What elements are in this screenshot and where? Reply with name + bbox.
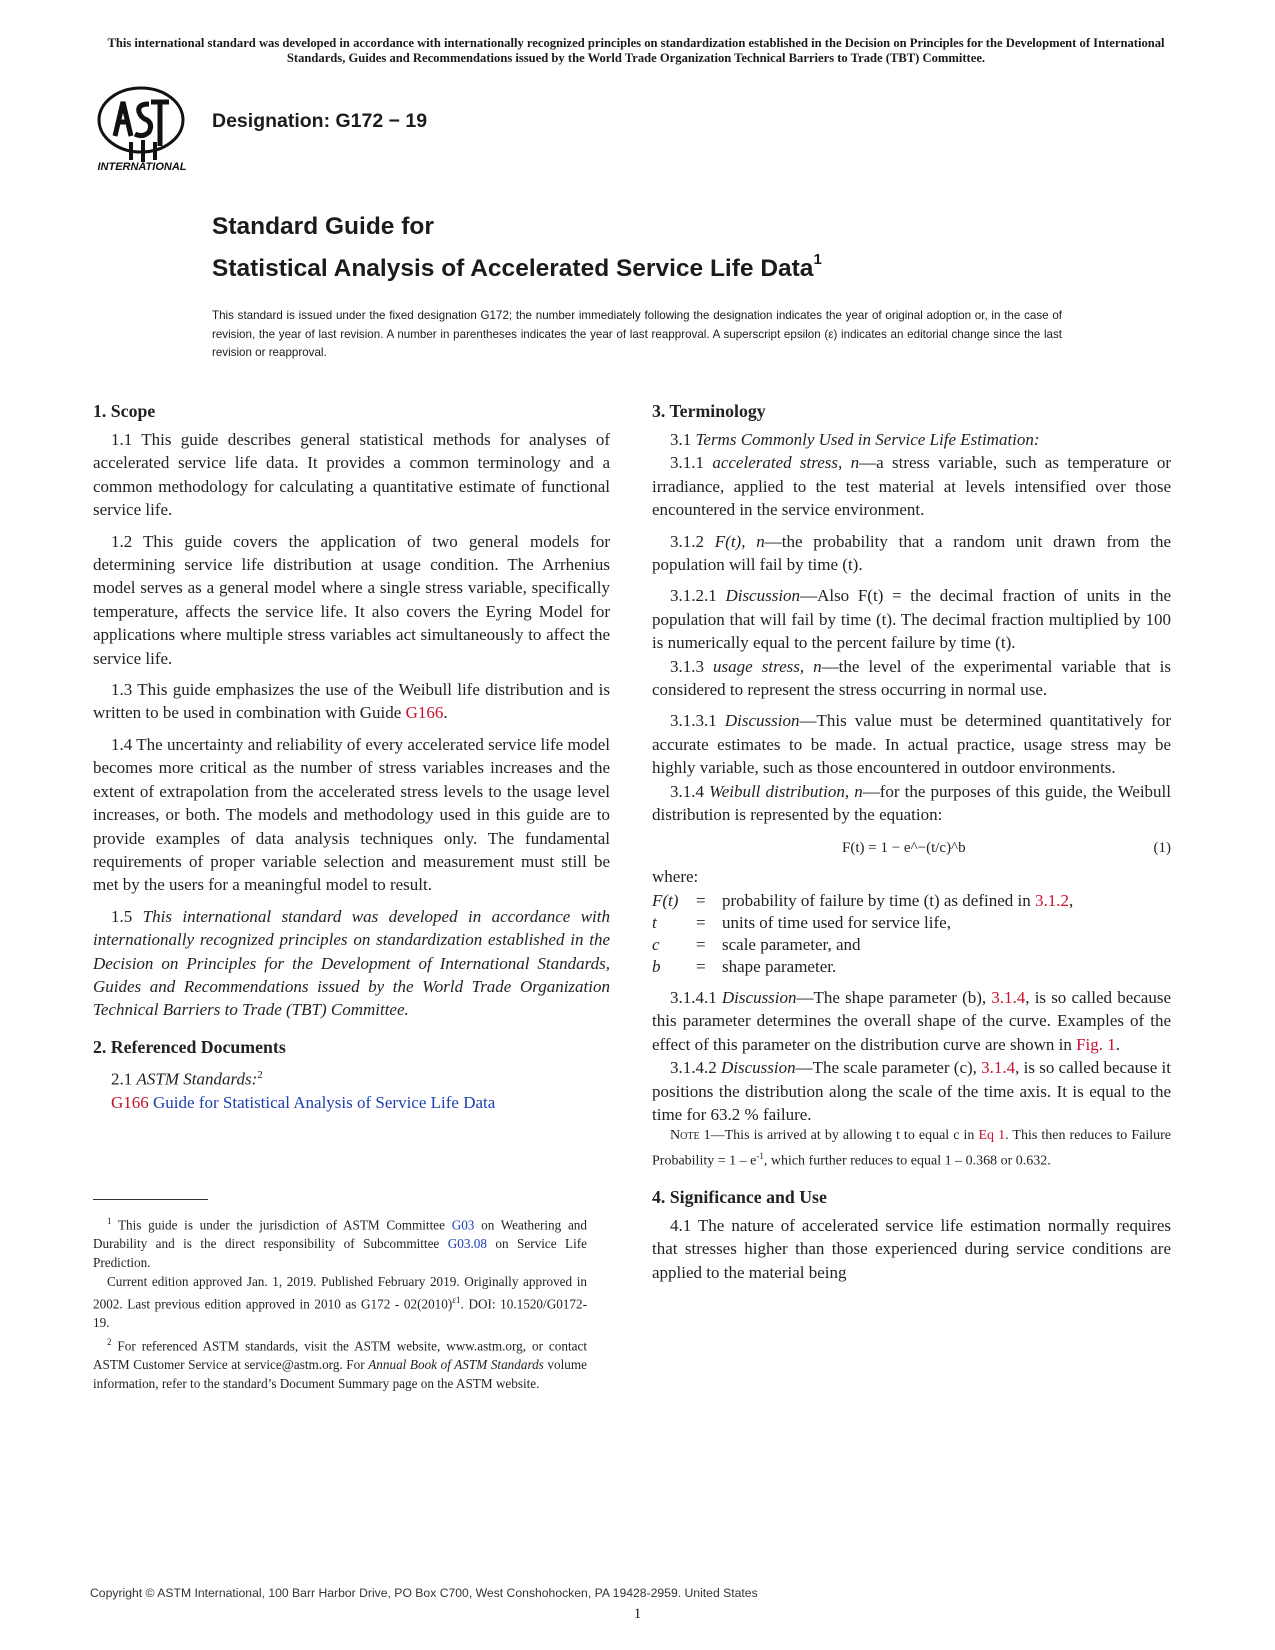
copyright: Copyright © ASTM International, 100 Barr Harbor Drive, PO Box C700, West Conshohocken, PA 19428-2959. United States — [90, 1586, 758, 1600]
para-3-1-3: 3.1.3 usage stress, n—the level of the experimental variable that is considered to represent the stress occurring in normal use. — [652, 656, 1172, 700]
ref-g166-title[interactable]: Guide for Statistical Analysis of Service Life Data — [153, 1092, 496, 1112]
g166-link[interactable]: G166 — [405, 703, 444, 723]
ref-g166-code[interactable]: G166 — [111, 1092, 149, 1112]
terminology-heading: 3. Terminology — [652, 401, 766, 421]
g0308-link[interactable]: G03.08 — [447, 1236, 487, 1252]
equation-body: F(t) = 1 − e^−(t/c)^b — [842, 839, 966, 856]
designation: Designation: G172 − 19 — [212, 110, 428, 132]
logo-text: INTERNATIONAL — [97, 161, 187, 172]
scope-heading: 1. Scope — [93, 401, 156, 421]
title-line-1: Standard Guide for — [212, 213, 434, 240]
document-title — [212, 210, 822, 285]
preface: This standard is issued under the fixed designation G172; the number immediately following the designation indicates the year of original adoption or, in the case of revision, the year of last revision. A number in parentheses indicates the year of last reapproval. A superscript epsilon (ε) indicates an editorial change since the last revision or reapproval. — [212, 309, 1062, 359]
footnote-1-edition: Current edition approved Jan. 1, 2019. Published February 2019. Originally approved in 2002. Last previous edition approved in 2010 as $G172 - 02(2010)^{\varepsilon 1}$. DOI: 10.1520/G0172-19. — [93, 1273, 587, 1331]
para-3-1-1: 3.1.1 accelerated stress, n—a stress variable, such as temperature or irradiance, applied to the test material at levels intensified over those encountered in the service environment. — [652, 453, 1171, 520]
astm-logo-icon — [93, 84, 191, 172]
g03-link[interactable]: G03 — [451, 1217, 475, 1233]
astm-logo — [93, 84, 191, 172]
ref-g166[interactable] — [93, 1091, 610, 1114]
para-3-1-4: 3.1.4 Weibull distribution, n—for the purposes of this guide, the Weibull distribution is represented by the equation: — [652, 781, 1171, 825]
equation-number: (1) — [1153, 839, 1171, 856]
definition-row: F(t) = probability of failure by time (t) as defined in 3.1.2, — [652, 890, 1074, 910]
para-3-1: 3.1 Terms Commonly Used in Service Life Estimation: — [670, 430, 1040, 449]
right-column — [652, 400, 1171, 1284]
page-number: 1 — [633, 1606, 642, 1622]
footnote-1: $^1$ This guide is under the jurisdiction of ASTM Committee G03 on Weathering and Durability and is the direct responsibility of Subcommittee G03.08 on Service Life Prediction. — [93, 1216, 587, 1270]
fig-1-link[interactable]: Fig. 1 — [1076, 1034, 1116, 1054]
para-3-1-2: 3.1.2 F(t), n—the probability that a random unit drawn from the population will fail by time (t). — [652, 531, 1171, 575]
refdocs-heading: 2. Referenced Documents — [93, 1036, 286, 1057]
para-1-2: 1.2 This guide covers the application of two general models for determining service life distribution at usage condition. The Arrhenius model serves as a general model where a single stress variable, specifically temperature, affects the service life. It also covers the Eyring Model for applications where multiple stress variables act simultaneously to affect the service life. — [93, 531, 610, 668]
para-3-1-3-1: 3.1.3.1 Discussion—This value must be determined quantitatively for accurate estimates to be made. In actual practice, usage stress may be highly variable, such as those encountered in outdoor environments. — [652, 711, 1171, 778]
title-line-2: Statistical Analysis of Accelerated Service Life Data$^1$ — [212, 251, 822, 282]
left-column — [93, 400, 610, 1114]
note-1: Note 1—This is arrived at by allowing t to equal c in Eq 1. This then reduces to Failure Probability = $1 - e^{-1}$, which further reduces to equal 1 – 0.368 or 0.632. — [652, 1128, 1171, 1169]
para-4-1: 4.1 The nature of accelerated service life estimation normally requires that stresses higher than those experienced during service conditions are applied to the material being — [652, 1216, 1171, 1282]
ref-3-1-4-link[interactable]: 3.1.4 — [981, 1058, 1016, 1078]
where-label: where: — [652, 866, 699, 886]
para-3-1-2-1: 3.1.2.1 Discussion—Also F(t) = the decimal fraction of units in the population that will fail by time (t). The decimal fraction multiplied by 100 is numerically equal to the percent failure by time (t). — [652, 586, 1172, 653]
eq-1-link[interactable]: Eq 1 — [978, 1128, 1006, 1144]
para-3-1-4-2: 3.1.4.2 Discussion—The scale parameter (c), 3.1.4, is so called because it positions the distribution along the scale of the time axis. It is equal to the time for 63.2 % failure. — [652, 1058, 1172, 1124]
title-footnote-mark: 1 — [813, 251, 822, 268]
footnote-divider — [93, 1199, 208, 1200]
para-1-4: 1.4 The uncertainty and reliability of every accelerated service life model becomes more critical as the number of stress variables increases and the extent of extrapolation from the accelerated stress levels to the usage level increases, or both. The models and methodology used in this guide are to provide examples of data analysis techniques only. The fundamental requirements of proper variable selection and measurement must still be met by the users for a meaningful model to result. — [93, 734, 610, 895]
para-2-1: 2.1 ASTM Standards:$^2$ — [111, 1068, 263, 1089]
weibull-equation — [652, 831, 1171, 865]
para-1-1: 1.1 This guide describes general statistical methods for analyses of accelerated service life data. It provides a common terminology and a common methodology for calculating a quantitative estimate of functional service life. — [93, 430, 610, 520]
ref-3-1-4-link[interactable]: 3.1.4 — [991, 987, 1026, 1007]
top-notice: This international standard was developed in accordance with internationally recognized principles on standardization established in the Decision on Principles for the Development of International Standards, Guides and Recommendations issued by the World Trade Organization Technical Barriers to Trade (TBT) Committee. — [107, 36, 1165, 65]
para-3-1-4-1: 3.1.4.1 Discussion—The shape parameter (b), 3.1.4, is so called because this parameter determines the overall shape of the curve. Examples of the effect of this parameter on the distribution curve are shown in Fig. 1. — [652, 987, 1171, 1054]
para-1-5: 1.5 This international standard was developed in accordance with internationally recognized principles on standardization established in the Decision on Principles for the Development of International Standards, Guides and Recommendations issued by the World Trade Organization Technical Barriers to Trade (TBT) Committee. — [93, 906, 610, 1020]
ref-3-1-2-link[interactable]: 3.1.2 — [1035, 890, 1069, 910]
significance-heading: 4. Significance and Use — [652, 1187, 827, 1207]
footnote-2: $^2$ For referenced ASTM standards, visit the ASTM website, www.astm.org, or contact ASTM Customer Service at service@astm.org. For Annual Book of ASTM Standards volume information, refer to the standard’s Document Summary page on the ASTM website. — [93, 1337, 587, 1391]
definition-list — [652, 890, 1171, 978]
footnotes — [93, 1212, 587, 1394]
definition-row: t = units of time used for service life, — [652, 912, 951, 932]
definition-row: c = scale parameter, and — [652, 934, 861, 954]
para-1-3: 1.3 This guide emphasizes the use of the Weibull life distribution and is written to be used in combination with Guide G166. — [93, 680, 610, 723]
definition-row: b = shape parameter. — [652, 956, 837, 976]
